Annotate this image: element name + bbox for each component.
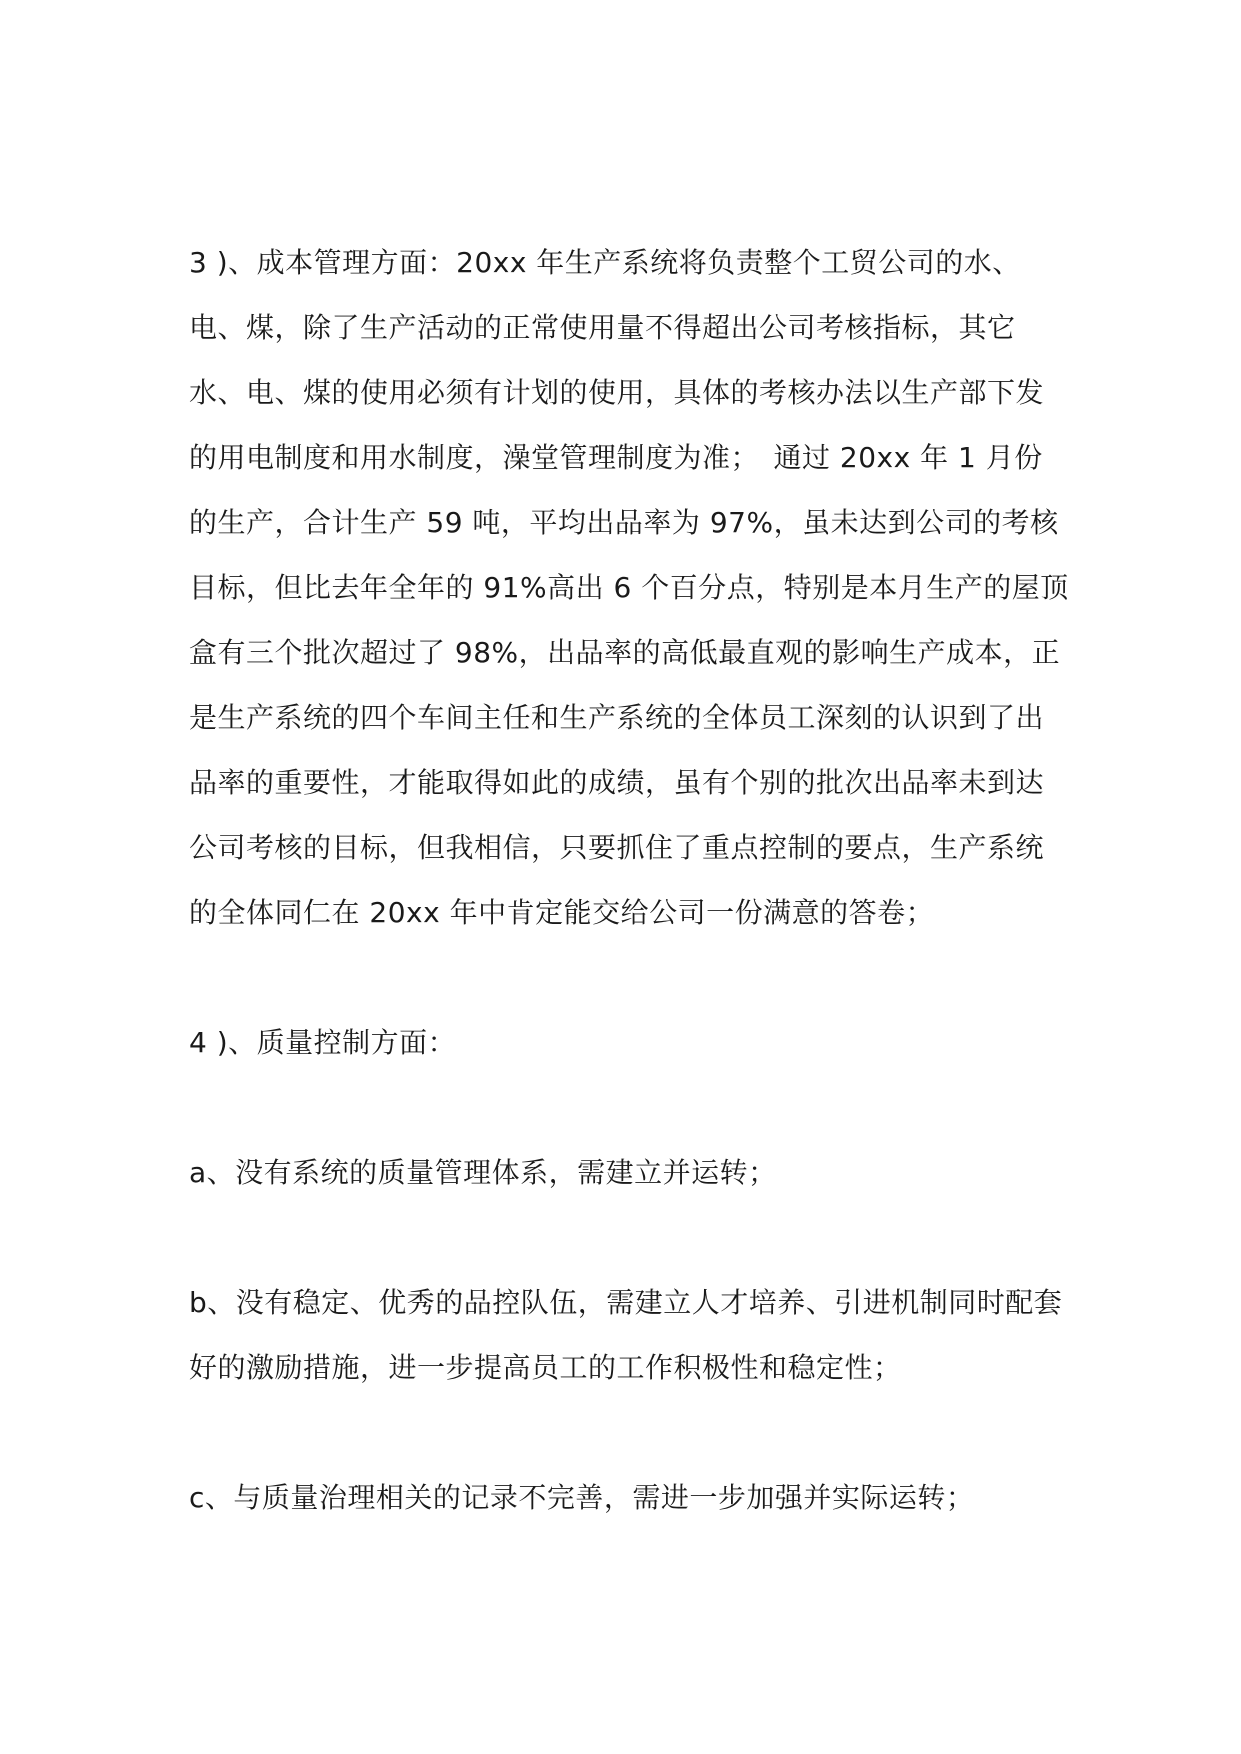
paragraph-item-a: a、没有系统的质量管理体系，需建立并运转； xyxy=(189,1156,777,1189)
paragraph-cost-management: 3 )、成本管理方面：20xx 年生产系统将负责整个工贸公司的水、电、煤，除了生产活动的正常使用量不得超出公司考核指标，其它水、电、煤的使用必须有计划的使用，具体的考核办法以生产部下发的用电制度和用水制度，澡堂管理制度为准； 通过 20xx 年 1 月份的生产，合计生产 59 吨，平均出品率为 97%，虽未达到公司的考核目标，但比去年全年的 91%高出 6 个百分点，特别是本月生产的屋顶盒有三个批次超过了 98%，出品率的高低最直观的影响生产成本，正是生产系统的四个车间主任和生产系统的全体员工深刻的认识到了出品率的重要性，才能取得如此的成绩，虽有个别的批次出品率未到达公司考核的目标，但我相信，只要抓住了重点控制的要点，生产系统的全体同仁在 20xx 年中肯定能交给公司一份满意的答卷； xyxy=(189,246,1069,929)
paragraph-item-b: b、没有稳定、优秀的品控队伍，需建立人才培养、引进机制同时配套好的激励措施，进一步提高员工的工作积极性和稳定性； xyxy=(189,1286,1063,1384)
paragraph-item-c: c、与质量治理相关的记录不完善，需进一步加强并实际运转； xyxy=(189,1481,975,1514)
document-body xyxy=(189,230,1071,1530)
paragraph-quality-control-heading: 4 )、质量控制方面： xyxy=(189,1026,457,1059)
